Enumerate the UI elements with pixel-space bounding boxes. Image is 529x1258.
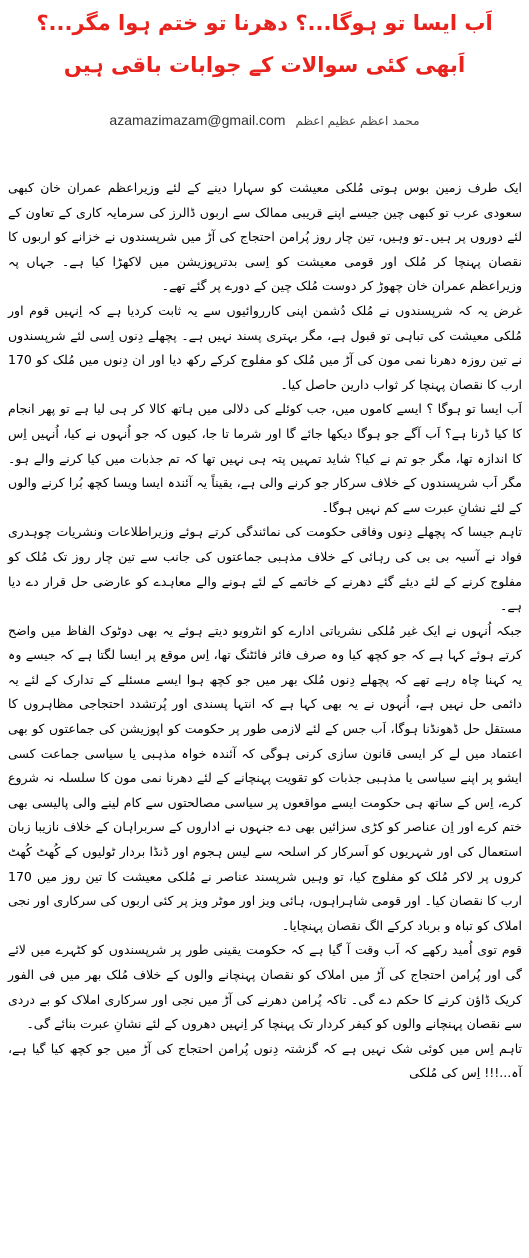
paragraph: تاہم جیسا کہ پچھلے دِنوں وفاقی حکومت کی نمائندگی کرتے ہوئے وزیراطلاعات ونشریات چوہدری فواد نے آسیہ بی بی کی رہائی کے خلاف مذہبی جماعتوں کی جانب سے تین چار روز تک مُلک کو مفلوج کرنے کے لئے دیئے گئے دھرنے کے خاتمے کے لئے ہونے والے معاہدے کو عارضی حل قرار دے دیا ہے۔: [8, 524, 522, 614]
paragraph: ایک طرف زمین بوس ہوتی مُلکی معیشت کو سہارا دینے کے لئے وزیراعظم عمران خان کبھی سعودی عرب تو کبھی چین جیسے اپنے قریبی ممالک سے اربوں ڈالرز کی سرمایہ کاری کے تعاون کے لئے دوروں پر ہیں۔تو وہیں، تین چار روز پُرامن احتجاج کی آڑ میں شرپسندوں نے خزانے کو اربوں کا نقصان پہنچا کر مُلک اور قومی معیشت کو اِسی بدترپوزیشن میں لاکھڑا کیا ہے۔ جہاں پہ وزیراعظم عمران خان چھوڑ کر دوست مُلک چین کے دورے پر گئے تھے۔: [8, 180, 522, 294]
paragraph: قوم توی اُمید رکھے کہ اَب وقت آ گیا ہے کہ حکومت یقینی طور پر شرپسندوں کو کٹہرے میں لائے گی اور پُرامن احتجاج کی آڑ میں املاک کو نقصان پہنچانے والوں کے خلاف مُلک بھر میں فی الفور کریک ڈاؤن کرنے کا حکم دے گی۔ تاکہ پُرامن دھرنے کی آڑ میں نجی اور سرکاری املاک کو بے دردی سے نقصان پہنچانے والوں کو کیفر کردار تک پہنچا کر اِنہیں دھروں کے لئے نشانِ عبرت بنائے گی۔: [8, 942, 522, 1032]
byline: [0, 112, 529, 128]
paragraph: تاہم اِس میں کوئی شک نہیں ہے کہ گزشتہ دِنوں پُرامن احتجاج کی آڑ میں جو کچھ کیا گیا ہے، آہ...!!! اِس کی مُلکی: [8, 1040, 522, 1081]
article-body: [8, 176, 522, 1086]
article-headline: اَب ایسا تو ہوگا...؟ دھرنا تو ختم ہوا مگر...؟ اَبھی کئی سوالات کے جوابات باقی ہیں: [36, 11, 493, 77]
author-email[interactable]: azamazimazam@gmail.com: [109, 112, 286, 128]
paragraph: غرض یہ کہ شرپسندوں نے مُلک دُشمن اپنی کارروائیوں سے یہ ثابت کردیا ہے کہ اِنہیں قوم اور مُلکی معیشت کی تباہی تو قبول ہے، مگر بہتری پسند نہیں ہے۔ پچھلے دِنوں اِسی لئے شرپسندوں نے تین روزہ دھرنا نمی مون کی آڑ میں مُلک کو مفلوج کرکے رکھ دیا اور ان دِنوں میں مُلک کو 170 ارب کا نقصان پہنچا کر ثواب دارین حاصل کیا۔: [8, 302, 522, 392]
paragraph: جبکہ اُنہوں نے ایک غیر مُلکی نشریاتی ادارے کو انٹرویو دیتے ہوئے یہ بھی دوٹوک الفاظ میں واضح کرتے ہوئے کہا ہے کہ جو کچھ کیا وہ صرف فائر فائٹنگ تھا، اِس موقع پر ایسا لگتا ہے کہ جیسے وہ یہ کہنا چاہ رہے تھے کہ پچھلے دِنوں مُلک بھر میں جو کچھ ہوا ایسے مسئلے کے تدارک کے لئے یہ دائمی حل نہیں ہے، اُنہوں نے یہ بھی کہا ہے کہ انتہا پسندی اور پُرتشدد احتجاجی مظاہروں کا مستقل حل ڈھونڈنا ہوگا، اَب جس کے لئے لازمی طور پر حکومت کو اپوزیشن کی جماعتوں کو بھی اعتماد میں لے کر ایسی قانون سازی کرنی ہوگی کہ آئندہ خواہ مذہبی یا سیاسی جماعت کسی ایشو پر اپنے سیاسی یا مذہبی جذبات کو تقویت پہنچانے کے لئے دھرنا نمی مون کا سلسلہ نہ شروع کرے، اِس کے ساتھ ہی حکومت ایسے مواقعوں پر سیاسی مصالحتوں سے کام لینے والی پالیسی بھی ختم کرے اور اِن عناصر کو کڑی سزائیں بھی دے جنہوں نے اداروں کے سربراہان کے خلاف نازیبا زبان استعمال کی اور شہریوں کو اَسرکار کر اسلحہ سے لیس ہجوم اور ڈنڈا بردار ٹولیوں کے کُھٹ کُھٹ کروں پر لاکر مُلک کو مفلوج کیا، تو وہیں شرپسند عناصر نے مُلکی معیشت کا تین روز میں 170 ارب کا نقصان کیا۔ اور قومی شاہراہوں، ہائی ویز اور موٹر ویز پر کئی اربوں کی سرکاری اور نجی املاک کو تباہ و برباد کرکے الگ نقصان پہنچایا۔: [7, 622, 522, 933]
author-name: محمد اعظم عظیم اعظم: [295, 114, 420, 128]
paragraph: اَب ایسا تو ہوگا ؟ ایسے کاموں میں، جب کوئلے کی دلالی میں ہاتھ کالا کر ہی لیا ہے تو پھر انجام کا کیا ڈرنا ہے؟ اَب آگے جو ہوگا دیکھا جائے گا اور شرما تا جا، کیوں کہ جو اُنہوں نے کیا، اُنہیں اِس کا اندازہ تھا، مگر جو تم نے کیا؟ شاید تمہیں پتہ ہی نہیں تھا کہ تم جذبات میں کیا کرنے والے ہو۔ مگر اَب شرپسندوں کے خلاف سرکار جو کرنے والی ہے، یقیناً یہ آئندہ ایسا ویسا کچھ بُرا کرنے والوں کے لئے نشانِ عبرت سے کم نہیں ہوگا۔: [8, 401, 522, 515]
